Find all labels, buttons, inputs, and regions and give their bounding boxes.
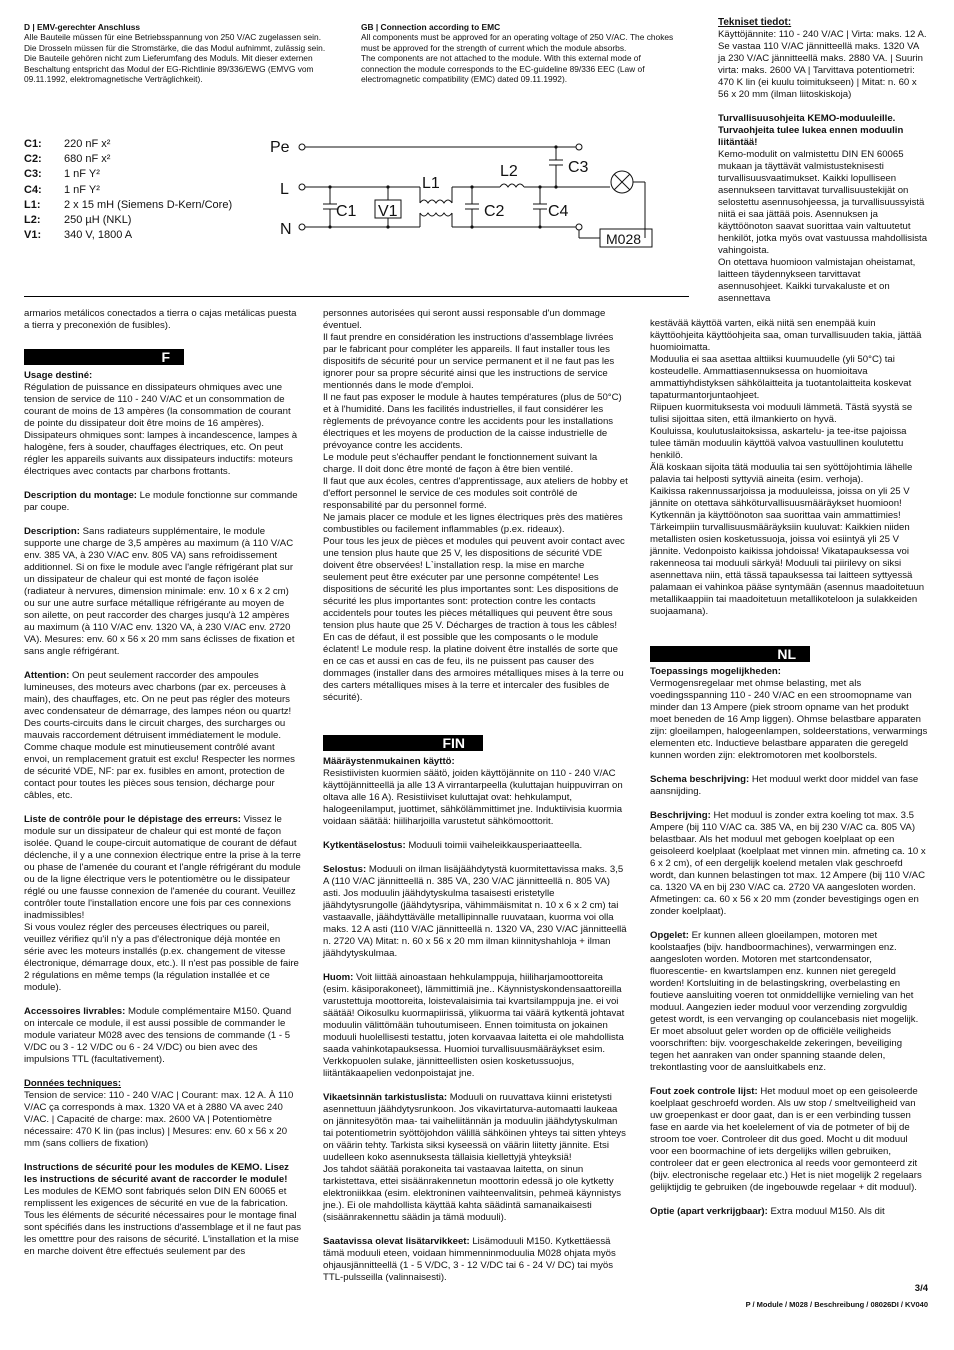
header-de <box>24 22 332 84</box>
fr-mid-para: Il faut prendre en considération les instructions d'assemblage livrées par le fabricant pour compléter les appareils. Il faut installer tous les dispositifs de sécurité pour un service permanent et il ne faut pas les ignorer pour sa propre sécurité ainsi que les instructions de service mentionnés dans le mode d'emploi. <box>323 332 615 391</box>
fin-section <box>323 756 629 1284</box>
label-l1: L1 <box>422 175 440 192</box>
fin-fault: Vikaetsinnän tarkistuslista: Moduuli on ruuvattava kiinni eristetysti asennettuun jäähdytysrunkoon. Jos vikavirtaturva-automaatti laukeaa on jännitesyötön maa- tai vaiheliitännän ja moduulin jäähdytyskulman tai potentiometrin syöttöjohdon välillä sähköinen yhteys tai sitten yhteys on väärin tehty. Tarkista siksi kyseessä on väärin liitetty jännite. Etsi uudelleen koko asennuksesta tällaisia kiellettyjä yhteyksiä! <box>323 1092 626 1163</box>
header-gb-p1: All components must be approved for an operating voltage of 250 V/AC. The chokes must be approved for the strength of current which the module absorbs. <box>361 32 674 53</box>
fr-mid-para: Le module peut s'échauffer pendant le fonctionnement suivant la charge. Il doit donc être monté de façon à être bien ventilé. <box>323 452 598 475</box>
fi-right-para: Kouluissa, koulutuslaitoksissa, askartelu- ja tee-itse pajoissa tulee tämän moduulin käyttöä valvoa vastuullinen koulutettu henkilö. <box>650 426 907 461</box>
fr-mid <box>323 308 629 704</box>
component-row: C2: 680 nF x² <box>24 153 111 166</box>
fr-tech-title: Données techniques: <box>24 1078 122 1089</box>
fi-right-para: Kaikissa rakennussarjoissa ja moduuleissa, joissa on yli 25 V jännite on otettava sähköturvallisuusmääräykset huomioon! Kytkennän ja käyttöönoton saa suorittaa vain ammattimies! Tärkeimpiin turvallisuusmääräyksiin kuuluvat: Kaikkien niiden metallisten osien kosketussuoja, joissa voi esiintyä yli 25 V jännite. Vedonpoisto kaikissa johdoissa! Vikatapauksessa voi rakenneosa tai moduuli särkyä! Moduuli tai piirilevy on siksi asennettava niin, että tässä tapauksessa tai laitteen syttyessä palamaan ei vahinkoa pääse syntymään (asennus maadoitetuun metallikaappiin tai maadoitetuun metallikoteloon ja sulakkeiden suojaamana). <box>650 486 925 617</box>
nl-attn: Opgelet: Er kunnen alleen gloeilampen, motoren met koolstaafjes (bijv. handboormachines), verwarmingen enz. aangesloten worden. Motoren met startcondensator, fluorescentie- en kwartslampen enz. kunnen niet geregeld worden! Kortsluiting in de belastingskring, overbelasting en foutieve aansluiting voeren tot onmiddellijke vernieling van het moduul. Aangezien ieder moduul voor verzending zorgvuldig getest wordt, is een vervanging op coulancebasis niet mogelijk. Er moet absoluut geleт worden op de officiële veiligheids voorschriften: bijv. voorgeschakelde zekeringen, beveiliging tegen het aanraken van onder spanning staande delen, trekontlasting voor de aansluitkabels enz. <box>650 930 919 1073</box>
nl-desc: Beschrijving: Het moduul is zonder extra koeling tot max. 3.5 Ampere (bij 110 V/AC ca. 385 VA, en bij 230 V/AC ca. 805 VA) belastbaar. Als het moduul met gebogen koelplaat op een geisoleerd koelplaat (koelplaat met vinnen min. afmeting ca. 10 x 6 x 2 cm), of een dergelijk koelend metalen vlak geschroefd wordt, dan kunnen belastingen tot max. 12 Ampere (bij 110 V/AC ca. 1320 VA en bij 230 V/AC ca. 2720 VA aangesloten worden. Afmetingen: ca. 60 x 56 x 20 mm (zonder bevestigings ogen en zonder koelplaat). <box>650 810 926 917</box>
lang-bar-fin <box>323 735 483 751</box>
fr-top-text: armarios metálicos conectados a tierra o cajas metálicas puesta a tierra y preconexión de fusibles). <box>24 308 297 331</box>
fi-right-continued <box>650 318 928 618</box>
component-row: C1: 220 nF x² <box>24 138 111 150</box>
fr-check-text2: Si vous voulez régler des perceuses électriques ou pareil, veuillez vérifiez qu'il n'y a pas d'électronique déjà montée en série avec les moteurs installés (p.ex. changement de vitesse électronique, démarrage doux, etc.). Il n'est pas possible de faire 2 régulations en même temps (la régulation installée et ce module). <box>24 922 299 993</box>
divider <box>24 296 689 297</box>
fi-top <box>718 17 928 305</box>
fr-safe-text: Les modules de KEMO sont fabriqués selon DIN EN 60065 et remplissent les exigences de sécurité en vue de la fabrication. Tous les éléments de sécurité nécessaires pour le montage final sont spécifiés dans les instructions d'assemblage et il ne faut pas les ometttre pour des raisons de sécurité. L'installation et la mise en marche doivent être effectués seulement par des <box>24 1186 302 1257</box>
header-de-title: D | EMV-gerechter Anschluss <box>24 22 141 32</box>
component-list <box>24 137 232 243</box>
component-row: V1: 340 V, 1800 A <box>24 229 133 242</box>
fr-attn: Attention: On peut seulement raccorder des ampoules lumineuses, des moteurs avec charbons (par ex. perceuses à main), des chauffages, etc. On ne peut pas régler des moteurs avec condensateur de démarrage, des lampes néon ou quartz! Des courts-circuits dans le circuit charges, des surcharges ou mauvais raccordement détruisent immédiatement le module. Comme chaque module est minutieusement contrôlé avant envoi, un remplacement gratuit est exclu! Respecter les normes de sécurité VDE, NF: par ex. fusibles en amont, protection de contact pour toutes les pièces sous tension, décharge pour câbles, etc. <box>24 670 295 801</box>
fin-fault-text2: Jos tahdot säätää porakoneita tai vastaavaa laitetta, on sinun tarkistettava, ettei sisäänrakennetun moottorin edessä jo ole kytketty elektroniikkaa (esim. elektroninen vaihteenvalitsin, pehmeä käynnistys jne.). Ei ole mahdollista käyttää kahta säädintä samanaikaisesti (sisäänrakennettu säädin ja tämä moduuli). <box>323 1164 622 1223</box>
fr-acc: Accessoires livrables: Module complémentaire M150. Quand on intercale ce module, il est aussi possible de commander le module variateur M028 avec des tensions de commande (1 - 5 V/DC ou 3 - 12 V/DC ou 6 - 24 V/DC) ou bien avec des impulsions TTL (facultativement). <box>24 1006 292 1065</box>
fi-safety-p1: Kemo-modulit on valmistettu DIN EN 60065 mukaan ja täyttävät valmistusteknisesti turvallisuusvaatimukset. Kaikki lopulliseen asennukseen tarvittavat turvallisuustekijät on selostettu asennusohjeessa, ja turvallisuussyistä niitä ei saa jättää pois. Asennuksen ja käyttöönoton saavat suorittaa vain valtuutetut henkilöt, jotka myös ovat vastuussa mahdollisista vahingoista. <box>718 149 928 256</box>
fin-usage-title: Määräystenmukainen käyttö: <box>323 756 455 767</box>
label-pe: Pe <box>270 139 290 156</box>
fi-tech-specs: Käyttöjännite: 110 - 240 V/AC | Virta: maks. 12 A. Se vastaa 110 V/AC jännitteellä maks. 1320 VA ja 230 V/AC jännitteellä maks. 2880 VA. | Suurin virta: maks. 2600 VA | Tarvittava potentiometri: 470 K lin (ei kuulu toimitukseen) | Mitat: n. 60 x 56 x 20 mm (ilman liitoskiskoja) <box>718 29 927 100</box>
fin-conn: Kytkentäselostus: Moduuli toimii vaiheleikkausperiaatteella. <box>323 840 583 851</box>
fr-usage-text: Régulation de puissance en dissipateurs ohmiques avec une tension de service de 110 - 240 V/AC et un consommation de courant de moins de 13 ampères (la consommation de courant de pointe du dissipateur doit être moins de 16 ampères). Dissipateurs ohmiques sont: lampes à incandescence, lampes à halogène, fers à souder, chauffages électriques, etc. On peut régler les appareils suivants aux dissipateurs inductifs: moteurs électriques avec contacts par charbons frottants. <box>24 382 298 477</box>
fr-mid-para: personnes autorisées qui seront aussi responsable d'un dommage éventuel. <box>323 308 606 331</box>
label-m028: M028 <box>606 231 642 247</box>
header-gb-title: GB | Connection according to EMC <box>361 22 501 32</box>
component-row: C3: 1 nF Y² <box>24 168 100 181</box>
fr-desc: Description: Sans radiateurs supplémentaire, le module supporte une charge de 3,5 ampères au maximum (à 110 V/AC env. 385 VA, à 230 V/AC env. 805 VA) sans refroidissement additionnel. Si on fixe le module avec l'angle réfrigérant plat sur un dissipateur de chaleur qui est monté de façon isolée (radiateur à nervures, dimension minimale: env. 10 x 6 x 2 cm) ou sur une autre surface métallique réfrigérante au moyen de son ailette, on peut raccorder des charges jusqu'à 12 ampères au maximum (à 110 V/AC env. 1320 VA, à 230 V/AC env. 2720 VA). Mesures: env. 60 x 56 x 20 mm sans éclisses de fixation et sans angle réfrigérant. <box>24 526 295 657</box>
fi-right-para: Moduulia ei saa asettaa alttiiksi kuumuudelle (yli 50°C) tai kosteudelle. Ammattiasennuksessa on huomioitava ammattiyhdistyksen sähkölaitteita ja tuotantolaitteita koskevat tapaturmantorjuntaohjeet. <box>650 354 912 401</box>
nl-section <box>650 666 928 1230</box>
component-row: C4: 1 nF Y² <box>24 183 100 196</box>
header-gb <box>361 22 675 84</box>
page-number: 3/4 <box>914 1283 928 1294</box>
fr-usage-title: Usage destiné: <box>24 370 93 381</box>
nl-opt: Optie (apart verkrijgbaar): Extra moduul M150. Als dit <box>650 1206 885 1217</box>
label-c3: C3 <box>568 159 589 176</box>
component-row: L2: 250 µH (NKL) <box>24 214 132 227</box>
label-c1: C1 <box>336 203 357 220</box>
label-c2: C2 <box>484 203 505 220</box>
component-row: L1: 2 x 15 mH (Siemens D-Kern/Core) <box>24 198 233 211</box>
fr-mid-para: Pour tous les jeux de pièces et modules qui peuvent avoir contact avec une tension plus haute que 25 V, les dispositions de sécurité VDE doivent être observées! L`installation resp. la mise en marche seulement peut être exécuter par une personne compétente! Les dispositions de sécurité les plus importantes sont: Les dispositions de sécurité les plus importantes sont: protection contre les contacts accidentels pour toutes les pièces métalliques qui peuvent être sous tension plus haute que 25 V. Décharges de traction à tous les câbles! En cas de défaut, il est possible que les composants o le module éclatent! Le module resp. la platine doivent être installés de sorte que en ce cas et aussi en cas de feu, ils ne puissent pas causer des dommages (installer dans des armoires métalliques mises à la terre ou des carters métalliques mises à la terre et intercaler des fusibles de sécurité). <box>323 536 625 703</box>
emc-circuit-diagram <box>260 130 660 260</box>
label-v1: V1 <box>378 203 398 220</box>
label-c4: C4 <box>548 203 569 220</box>
fin-acc: Saatavissa olevat lisätarvikkeet: Lisämoduuli M150. Kytkettäessä tämä moduuli eteen, voidaan himmenninmoduulia M028 ohjata myös ohjausjännitteellä (1 - 5 V/DC, 3 - 12 V/DC tai 6 - 24 V/ DC) tai myös TTL-pulsseilla (valinnaisesti). <box>323 1236 616 1283</box>
nl-schema: Schema beschrijving: Het moduul werkt door middel van fase aansnijding. <box>650 774 919 797</box>
fi-safety-title: Turvallisuusohjeita KEMO-moduuleille. Turvaohjeita tulee lukea ennen moduulin liitäntää! <box>718 113 904 148</box>
fi-right-para: kestävää käyttöä varten, eikä niitä sen enempää kuin käyttöohjeita käyttöohjeita saa, oman turvallisuuden takia, jättää huomioimatta. <box>650 318 922 353</box>
fi-tech-title: Tekniset tiedot: <box>718 17 792 28</box>
fr-left-top <box>24 308 302 332</box>
fr-mid-para: Ne jamais placer ce module et les lignes électriques près des matières combustibles ou facilement inflammables (p.ex. rideaux). <box>323 512 623 535</box>
nl-fault: Fout zoek controle lijst: Het moduul moet op een geisoleerde koelplaat geschroefd worden. Als uw stop / smeltveiligheid van uw groepenkast er door gaat, dan is er een verbinding tussen fase en aarde via het koelelement of via de potmeter of bij de stroom toe voer. Controleer dit dus goed. Mocht u dit moduul voor een boormachine of iets dergelijks willen gebruiken, controleer dat er geen electronica al reeds voor gemonteerd zit (bijv. electronische regelaar etc.) Het is niet mogelijk 2 regelaars gelijktijdig te gebruiken (de ingebouwde regelaar + dit moduul). <box>650 1086 922 1193</box>
fr-tech-text: Tension de service: 110 - 240 V/AC | Courant: max. 12 A. À 110 V/AC ça corresponds à max. 1320 VA et à 2880 VA avec 240 V/AC. | Capacité de charge: max. 2600 VA | Potentiomètre nécessaire: 470 K lin (pas inclus) | Mesures: env. 60 x 56 x 20 mm (sans colliers de fixation) <box>24 1090 294 1149</box>
lang-label-fr: F <box>161 349 170 365</box>
lang-label-nl: NL <box>777 646 796 662</box>
fin-attn: Huom: Voit liittää ainoastaan hehkulamppuja, hiiliharjamoottoreita (esim. käsiporakoneet), lämmittimiä jne.. Käynnistyskondensaattoreilla varustettuja moottoreita, loistevalaisimia tai kvartsilamppuja jne. ei voi säätää! Oikosulku kuormapiirissä, ylikuorma tai väärä kytkentä johtavat moduulin välittömään tuhoutumiseen. Ennen toimitusta on jokainen moduuli huolellisesti testattu, joten korvaavaa laitetta ei ole mahdollista saada vahinkotapauksessa. Huomioi turvallisuusmääräykset esim. Verkkopuolen sulake, jännitteellisten osien kosketussuojus, liitäntäkaapelien vedonpoistajat jne. <box>323 972 625 1079</box>
fi-right-para: Riipuen kuormituksesta voi moduuli lämmetä. Tästä syystä se tulisi sijoittaa siten, että ilmankierto on hyvä. <box>650 402 913 425</box>
label-l: L <box>280 181 289 198</box>
fr-mid-para: Il faut que aux écoles, centres d'apprentissage, aux ateliers de hobby et d'effort personnel le service de ces modules soit contrôlé de responsabilité par du personnel formé. <box>323 476 628 511</box>
fin-usage-text: Resistiivisten kuormien säätö, joiden käyttöjännite on 110 - 240 V/AC käyttöjännitteellä ja alle 13 A virrantarpeella (kuluttajan huippuvirran on oltava alle 16 A). Resistiiviset kuluttajat ovat: hehkulamput, halogeenilamput, juottimet, sähkölämmittimet jne. Induktiivisia kuormia voidaan säätää: hiiliharjoilla varustetut sähkömoottorit. <box>323 768 623 827</box>
nl-usage-title: Toepassings mogelijkheden: <box>650 666 781 677</box>
fr-mid-para: Il ne faut pas exposer le module à hautes températures (plus de 50°C) et à l'humidité. Dans les facilités industrielles, il faut considérer les règlements de prévoyance contre les accidents pour les installations électriques et les moyens de production de la caisse industrielle de prévoyance contre les accidents. <box>323 392 622 451</box>
fr-safe-title: Instructions de sécurité pour les modules de KEMO. Lisez les instructions de sécurité avant de raccorder le module! <box>24 1162 289 1185</box>
fi-right-para: Älä koskaan sijoita tätä moduulia tai sen syöttöjohtimia lähelle palavia tai helposti syttyviä aineita (esim. verhoja). <box>650 462 913 485</box>
label-l2: L2 <box>500 163 518 180</box>
header-gb-p2: The components are not attached to the module. With this external mode of connection the module corresponds to the EC-guideline 89/336 EEC (Law of electromagnetic compatibility (EMC) dated 09.11.1992). <box>361 53 645 85</box>
header-de-p1: Alle Bauteile müssen für eine Betriebsspannung von 250 V/AC zugelassen sein. Die Drosseln müssen für die Stromstärke, die das Modul aufnimmt, zulässig sein. <box>24 32 326 53</box>
lang-bar-nl <box>650 646 810 662</box>
fin-desc: Selostus: Moduuli on ilman lisäjäähdytystä kuormitettavissa maks. 3,5 A (110 V/AC jännitteellä n. 385 VA, 230 V/AC jännitteellä n. 805 VA) asti. Jos moduulin jäähdytyskulma tasaisesti eristetylle jäähdytysrungolle (jäähdytysripa, vähimmäismitat n. 10 x 6 x 2 cm) tai vastaavalle, jäähdyttävälle metallipinnalle ruuvataan, kuorma voi olla maks. 12 A asti (110 V/AC jännitteellä n. 1320 VA, 230 V/AC jännitteellä n. 2720 VA) Mitat: n. 60 x 56 x 20 mm ilman kiinnityshahloja + ilman jäähdytyskulmaa. <box>323 864 627 959</box>
footer-ref: P / Module / M028 / Beschreibung / 08026DI / KV040 <box>745 1300 928 1309</box>
fr-mont: Description du montage: Le module fonctionne sur commande par coupe. <box>24 490 298 513</box>
fr-section <box>24 370 302 1258</box>
fr-check: Liste de contrôle pour le dépistage des erreurs: Vissez le module sur un dissipateur de chaleur qui est monté de façon isolée. Quand le coupe-circuit automatique de courant de défaut déclenche, il y a une connexion électrique entre la prise à la terre ou phase de l'amenée du courant et l'angle réfrigérant du module ou de la ligne électrique vers le potentiomètre ou le dissipateur réglé ou une fausse connexion de l'amenée du courant. Veuillez contrôler toute l'installation encore une fois par ces connexions inadmissibles! <box>24 814 301 921</box>
lang-label-fin: FIN <box>442 735 465 751</box>
header-de-p2: Die Bauteile gehören nicht zum Lieferumfang des Moduls. Mit dieser externen Beschaltung entspricht das Modul der EG-Richtlinie 89/336/EWG (EMVG vom 09.11.1992, elektromagnetische Verträglichkeit). <box>24 53 314 85</box>
lang-bar-fr <box>24 349 184 365</box>
label-n: N <box>280 221 292 238</box>
nl-usage-text: Vermogensregelaar met ohmse belasting, met als voedingsspanning 110 - 240 V/AC en een stroomopname van minder dan 13 Ampere (piek stroom opname van het produkt moet beneden de 16 Amp liggen). Ohmse belastbare apparaten zijn: gloeilampen, halogeenlampen, soldeerstations, verwarmings elementen etc. Inductieve belastbare apparaten die geregeld kunnen worden zijn: elektromotoren met koolborstels. <box>650 678 928 761</box>
fi-safety-p2: On otettava huomioon valmistajan oheistamat, laitteen täydennykseen tarvittavat asennusohjeet. Kaikki turvakaluste et on asennettava <box>718 257 916 304</box>
